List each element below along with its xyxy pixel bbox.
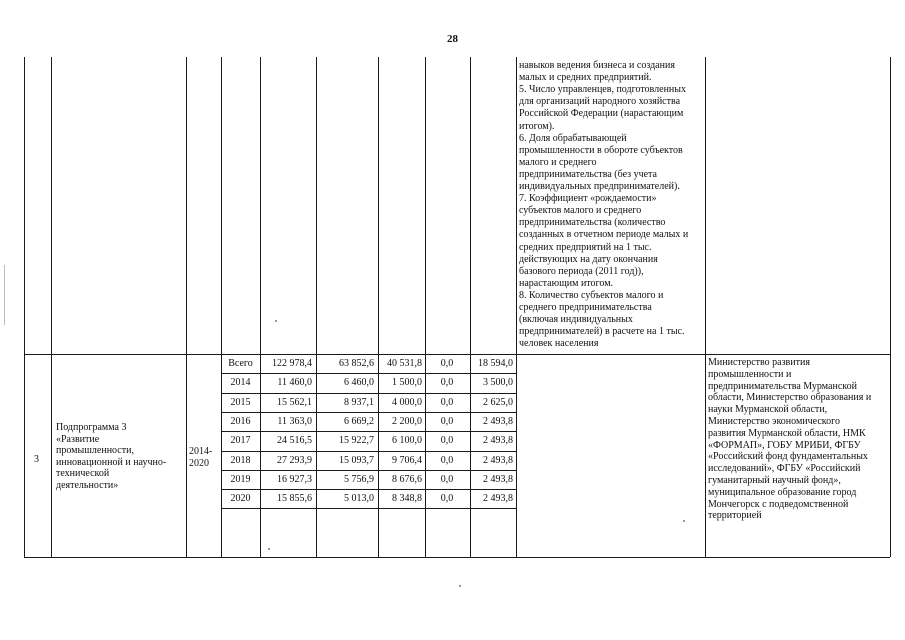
table-rule — [221, 373, 516, 374]
indicator-line: предпринимательства (без учета — [519, 168, 657, 180]
row-extra: 2 493,8 — [483, 416, 513, 427]
row-regional: 4 000,0 — [392, 397, 422, 408]
table-rule — [221, 393, 516, 394]
row-total: 27 293,9 — [277, 455, 312, 466]
subprogram-number: 3 — [34, 454, 39, 465]
row-year: 2018 — [230, 455, 251, 466]
row-regional: 2 200,0 — [392, 416, 422, 427]
executor-line: предпринимательства Мурманской — [708, 380, 857, 392]
table-rule — [221, 412, 516, 413]
indicator-line: базового периода (2011 год)), — [519, 265, 644, 277]
row-extra: 2 493,8 — [483, 455, 513, 466]
period-line: 2020 — [189, 458, 209, 469]
scan-speck — [459, 585, 461, 587]
scan-speck — [275, 320, 277, 322]
row-local: 0,0 — [440, 474, 454, 485]
indicator-line: среднего предпринимательства — [519, 302, 652, 313]
table-rule — [24, 557, 890, 558]
row-year: 2016 — [230, 416, 251, 427]
row-local: 0,0 — [440, 435, 454, 446]
row-total: 15 562,1 — [277, 397, 312, 408]
table-rule — [186, 57, 187, 557]
indicator-line: предпринимательства (количество — [519, 217, 666, 229]
indicator-line: Российской Федерации (нарастающим — [519, 108, 684, 120]
table-rule — [378, 57, 379, 557]
row-total: 11 363,0 — [277, 416, 312, 427]
row-regional: 1 500,0 — [392, 377, 422, 388]
subprogram-name-line: промышленности, — [56, 445, 134, 456]
table-rule — [221, 57, 222, 557]
row-local: 0,0 — [440, 493, 454, 504]
row-extra: 3 500,0 — [483, 377, 513, 388]
row-extra: 2 493,8 — [483, 493, 513, 504]
table-rule — [51, 57, 52, 557]
table-rule — [221, 470, 516, 471]
row-federal: 5 013,0 — [344, 493, 374, 504]
row-total: 11 460,0 — [277, 377, 312, 388]
scan-speck — [268, 548, 270, 550]
row-local: 0,0 — [440, 416, 454, 427]
table-rule — [316, 57, 317, 557]
row-federal: 5 756,9 — [344, 474, 374, 485]
scan-edge-mark — [4, 265, 5, 325]
row-federal: 6 669,2 — [344, 416, 374, 427]
indicator-line: итогом). — [519, 120, 555, 132]
row-extra: 18 594,0 — [478, 358, 513, 369]
subprogram-name-line: инновационной и научно- — [56, 456, 167, 468]
indicator-line: человек населения — [519, 338, 599, 350]
table-rule — [221, 508, 516, 509]
period-line: 2014- — [189, 446, 213, 457]
executor-line: «Российский фонд фундаментальных — [708, 451, 868, 463]
row-local: 0,0 — [440, 358, 454, 369]
table-rule — [470, 57, 471, 557]
executor-line: Мончегорск с подведомственной — [708, 498, 849, 510]
indicator-line: средних предприятий на 1 тыс. — [519, 241, 652, 253]
indicator-line: навыков ведения бизнеса и создания — [519, 60, 675, 71]
row-federal: 8 937,1 — [344, 397, 374, 408]
indicator-line: малого и среднего — [519, 156, 597, 168]
table-rule — [24, 354, 890, 355]
scan-speck — [683, 520, 685, 522]
indicator-line: созданных в отчетном периоде малых и — [519, 229, 689, 241]
table-rule — [221, 431, 516, 432]
indicator-line: малых и средних предприятий. — [519, 72, 652, 84]
row-federal: 15 093,7 — [339, 455, 374, 466]
row-regional: 8 676,6 — [392, 474, 422, 485]
executor-line: «ФОРМАП», ГОБУ МРИБИ, ФГБУ — [708, 439, 861, 451]
table-rule — [221, 489, 516, 490]
table-rule — [890, 57, 891, 557]
indicator-line: субъектов малого и среднего — [519, 205, 642, 217]
row-regional: 8 348,8 — [392, 493, 422, 504]
row-year: 2014 — [230, 377, 251, 388]
row-regional: 9 706,4 — [392, 455, 422, 466]
subprogram-name-line: технической — [56, 468, 110, 479]
subprogram-name-line: «Развитие — [56, 433, 100, 445]
executor-line: Министерство развития — [708, 357, 810, 368]
table-rule — [705, 57, 706, 557]
indicator-line: индивидуальных предпринимателей). — [519, 181, 680, 192]
indicator-line: для организаций народного хозяйства — [519, 96, 681, 108]
executor-line: гуманитарный научный фонд», — [708, 475, 841, 486]
row-federal: 63 852,6 — [339, 358, 374, 369]
row-federal: 6 460,0 — [344, 377, 374, 388]
indicator-line: 8. Количество субъектов малого и — [519, 289, 664, 301]
table-rule — [24, 57, 25, 557]
row-extra: 2 625,0 — [483, 397, 513, 408]
executor-line: Министерство экономического — [708, 416, 840, 427]
executor-line: муниципальное образование город — [708, 486, 857, 498]
executor-line: развития Мурманской области, НМК — [708, 427, 866, 439]
row-total: 16 927,3 — [277, 474, 312, 485]
row-year: Всего — [228, 358, 253, 369]
row-total: 122 978,4 — [272, 358, 312, 369]
row-local: 0,0 — [440, 455, 454, 466]
row-extra: 2 493,8 — [483, 474, 513, 485]
row-local: 0,0 — [440, 397, 454, 408]
row-total: 15 855,6 — [277, 493, 312, 504]
executor-line: территорией — [708, 510, 762, 522]
indicator-line: предпринимателей) в расчете на 1 тыс. — [519, 326, 685, 338]
row-total: 24 516,5 — [277, 435, 312, 446]
executor-line: области, Министерство образования и — [708, 392, 872, 404]
subprogram-name-line: деятельности» — [56, 479, 119, 491]
indicator-line: 6. Доля обрабатывающей — [519, 132, 627, 144]
indicator-line: 7. Коэффициент «рождаемости» — [519, 193, 657, 205]
row-regional: 40 531,8 — [387, 358, 422, 369]
table-rule — [260, 57, 261, 557]
indicator-line: нарастающим итогом. — [519, 277, 614, 289]
row-year: 2015 — [230, 397, 251, 408]
row-federal: 15 922,7 — [339, 435, 374, 446]
indicator-line: действующих на дату окончания — [519, 253, 658, 265]
row-year: 2019 — [230, 474, 251, 485]
row-local: 0,0 — [440, 377, 454, 388]
table-rule — [425, 57, 426, 557]
page-number: 28 — [447, 33, 458, 45]
executor-line: науки Мурманской области, — [708, 404, 828, 416]
row-year: 2017 — [230, 435, 251, 446]
indicator-line: промышленности в обороте субъектов — [519, 144, 683, 156]
indicator-line: (включая индивидуальных — [519, 314, 633, 326]
row-regional: 6 100,0 — [392, 435, 422, 446]
executor-line: исследований», ФГБУ «Российский — [708, 463, 861, 475]
table-rule — [516, 57, 517, 557]
indicator-line: 5. Число управленцев, подготовленных — [519, 84, 687, 96]
executor-line: промышленности и — [708, 368, 792, 380]
subprogram-name-line: Подпрограмма 3 — [56, 422, 127, 433]
row-year: 2020 — [230, 493, 251, 504]
row-extra: 2 493,8 — [483, 435, 513, 446]
table-rule — [221, 451, 516, 452]
